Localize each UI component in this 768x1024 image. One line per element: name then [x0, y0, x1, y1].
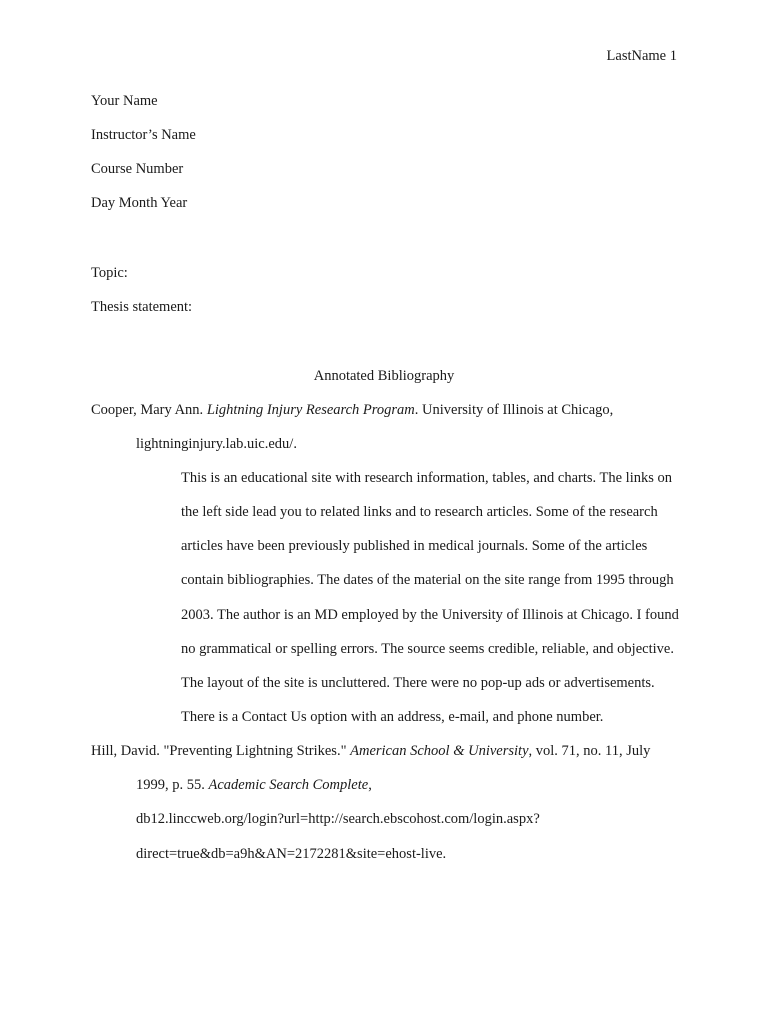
- student-name: Your Name: [91, 93, 158, 109]
- annotation-line: contain bibliographies. The dates of the material on the site range from 1995 through: [181, 572, 674, 588]
- citation-line: Hill, David. "Preventing Lightning Strikes." American School & University, vol. 71, no. 11, July: [91, 743, 651, 759]
- running-head: LastName 1: [606, 48, 677, 64]
- page-title: Annotated Bibliography: [313, 368, 455, 384]
- annotation-line: articles have been previously published in medical journals. Some of the articles: [181, 538, 648, 554]
- citation-line: lightninginjury.lab.uic.edu/.: [136, 436, 297, 452]
- annotation-line: no grammatical or spelling errors. The source seems credible, reliable, and objective.: [181, 641, 674, 657]
- instructor-name: Instructor’s Name: [91, 127, 196, 143]
- annotation-line: This is an educational site with research information, tables, and charts. The links on: [181, 470, 672, 486]
- annotation-line: The layout of the site is uncluttered. There were no pop-up ads or advertisements.: [181, 675, 655, 691]
- annotation-line: 2003. The author is an MD employed by the University of Illinois at Chicago. I found: [181, 607, 679, 623]
- date-line: Day Month Year: [91, 195, 188, 211]
- citation-line: 1999, p. 55. Academic Search Complete,: [136, 777, 372, 793]
- annotation-line: There is a Contact Us option with an address, e-mail, and phone number.: [181, 709, 604, 725]
- citation-line: direct=true&db=a9h&AN=2172281&site=ehost-live.: [136, 846, 447, 862]
- thesis-label: Thesis statement:: [91, 299, 193, 315]
- citation-line: Cooper, Mary Ann. Lightning Injury Research Program. University of Illinois at Chicago,: [91, 402, 614, 418]
- annotation-line: the left side lead you to related links and to research articles. Some of the research: [181, 504, 658, 520]
- course-number: Course Number: [91, 161, 184, 177]
- topic-label: Topic:: [91, 265, 128, 281]
- citation-line: db12.linccweb.org/login?url=http://search.ebscohost.com/login.aspx?: [136, 811, 540, 827]
